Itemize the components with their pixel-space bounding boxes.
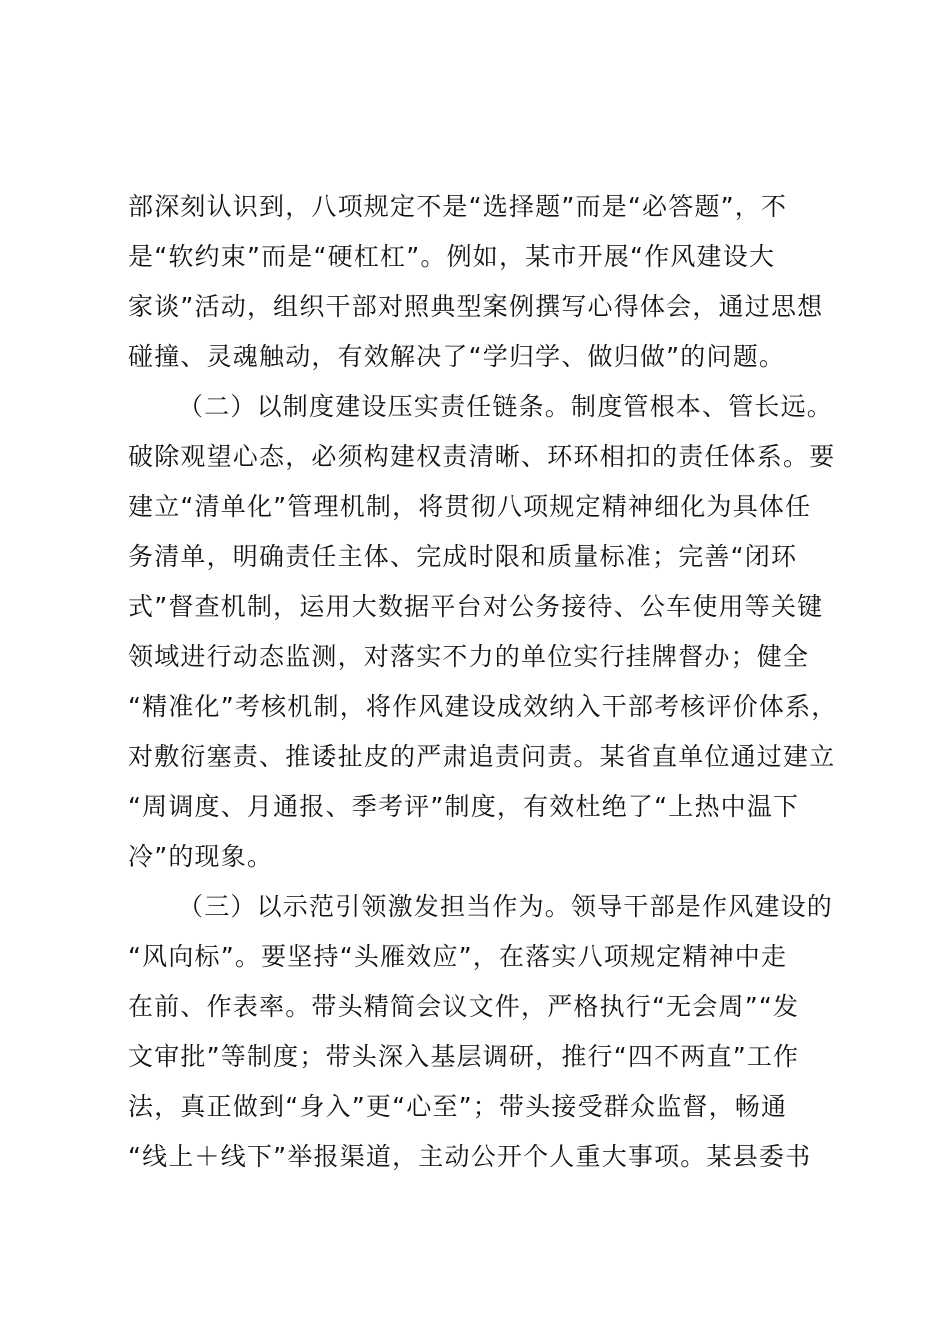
body-text-line: 碰撞、灵魂触动，有效解决了“学归学、做归做”的问题。 [128, 342, 786, 371]
body-text-line: “风向标”。要坚持“头雁效应”，在落实八项规定精神中走 [128, 942, 788, 971]
body-text-line: 冷”的现象。 [128, 842, 274, 871]
body-text-line: 务清单，明确责任主体、完成时限和质量标准；完善“闭环 [128, 542, 798, 571]
body-text-line: 是“软约束”而是“硬杠杠”。例如，某市开展“作风建设大 [128, 242, 776, 271]
paragraph-heading-2: （二）以制度建设压实责任链条。制度管根本、管长远。 [178, 392, 834, 421]
body-text-line: 领域进行动态监测，对落实不力的单位实行挂牌督办；健全 [128, 642, 810, 671]
body-text-line: 在前、作表率。带头精简会议文件，严格执行“无会周”“发 [128, 992, 800, 1021]
body-text-line: “周调度、月通报、季考评”制度，有效杜绝了“上热中温下 [128, 792, 800, 821]
body-text-line: 法，真正做到“身入”更“心至”；带头接受群众监督，畅通 [128, 1092, 788, 1121]
body-text-line: 对敷衍塞责、推诿扯皮的严肃追责问责。某省直单位通过建立 [128, 742, 836, 771]
body-text-line: 家谈”活动，组织干部对照典型案例撰写心得体会，通过思想 [128, 292, 824, 321]
body-text-line: 式”督查机制，运用大数据平台对公务接待、公车使用等关键 [128, 592, 824, 621]
body-text-line: 破除观望心态，必须构建权责清晰、环环相扣的责任体系。要 [128, 442, 836, 471]
body-text-line: 部深刻认识到，八项规定不是“选择题”而是“必答题”，不 [128, 192, 788, 221]
body-text-line: “线上＋线下”举报渠道，主动公开个人重大事项。某县委书 [128, 1142, 812, 1171]
body-text-line: 建立“清单化”管理机制，将贯彻八项规定精神细化为具体任 [128, 492, 812, 521]
paragraph-heading-3: （三）以示范引领激发担当作为。领导干部是作风建设的 [178, 892, 834, 921]
body-text-line: “精准化”考核机制，将作风建设成效纳入干部考核评价体系， [128, 692, 838, 721]
body-text-line: 文审批”等制度；带头深入基层调研，推行“四不两直”工作 [128, 1042, 800, 1071]
